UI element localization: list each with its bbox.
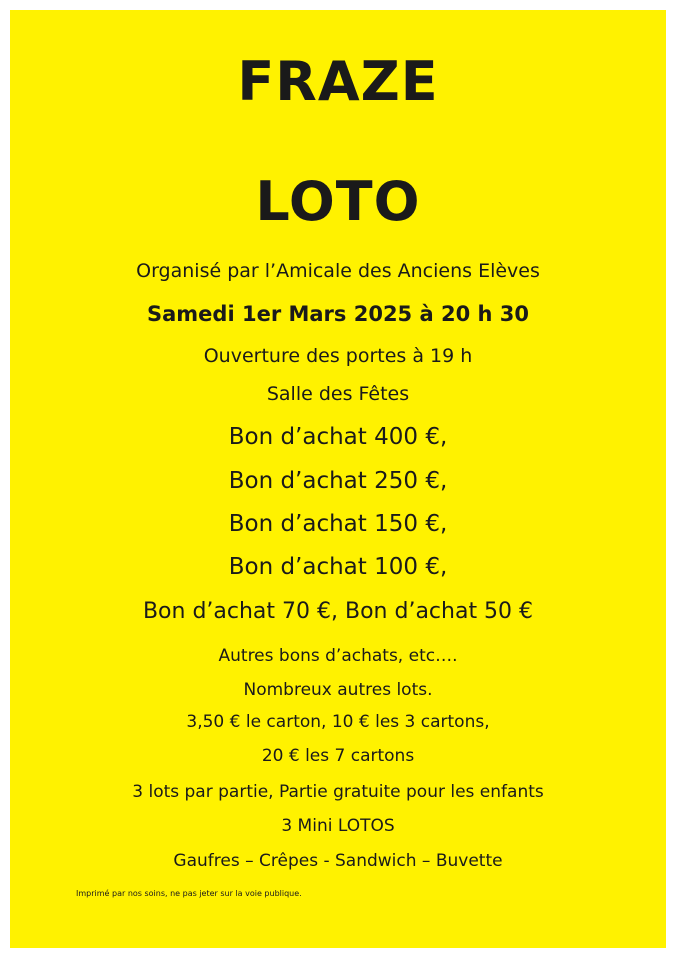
doors-opening: Ouverture des portes à 19 h [203,345,473,367]
venue: Salle des Fêtes [266,383,410,405]
prize-item: Bon d’achat 250 €, [228,468,448,494]
mini-lotos: 3 Mini LOTOS [281,816,395,836]
pricing-line: 20 € les 7 cartons [261,746,415,766]
organizer-text: Organisé par l’Amicale des Anciens Elèves [136,260,540,282]
other-prizes: Nombreux autres lots. [243,680,433,700]
poster-sheet [10,10,666,948]
other-vouchers: Autres bons d’achats, etc…. [218,646,458,666]
poster-title-event: LOTO [255,170,421,233]
prize-item: Bon d’achat 70 €, Bon d’achat 50 € [142,599,534,624]
print-footnote: Imprimé par nos soins, ne pas jeter sur la voie publique. [76,889,302,898]
pricing-line: 3,50 € le carton, 10 € les 3 cartons, [186,712,490,732]
prize-item: Bon d’achat 150 €, [228,511,448,537]
game-rules: 3 lots par partie, Partie gratuite pour les enfants [132,782,544,802]
prize-item: Bon d’achat 100 €, [228,554,448,580]
food-offer: Gaufres – Crêpes - Sandwich – Buvette [173,851,503,871]
poster-title-town: FRAZE [237,50,439,113]
event-date: Samedi 1er Mars 2025 à 20 h 30 [147,302,529,326]
prize-item: Bon d’achat 400 €, [228,424,448,450]
